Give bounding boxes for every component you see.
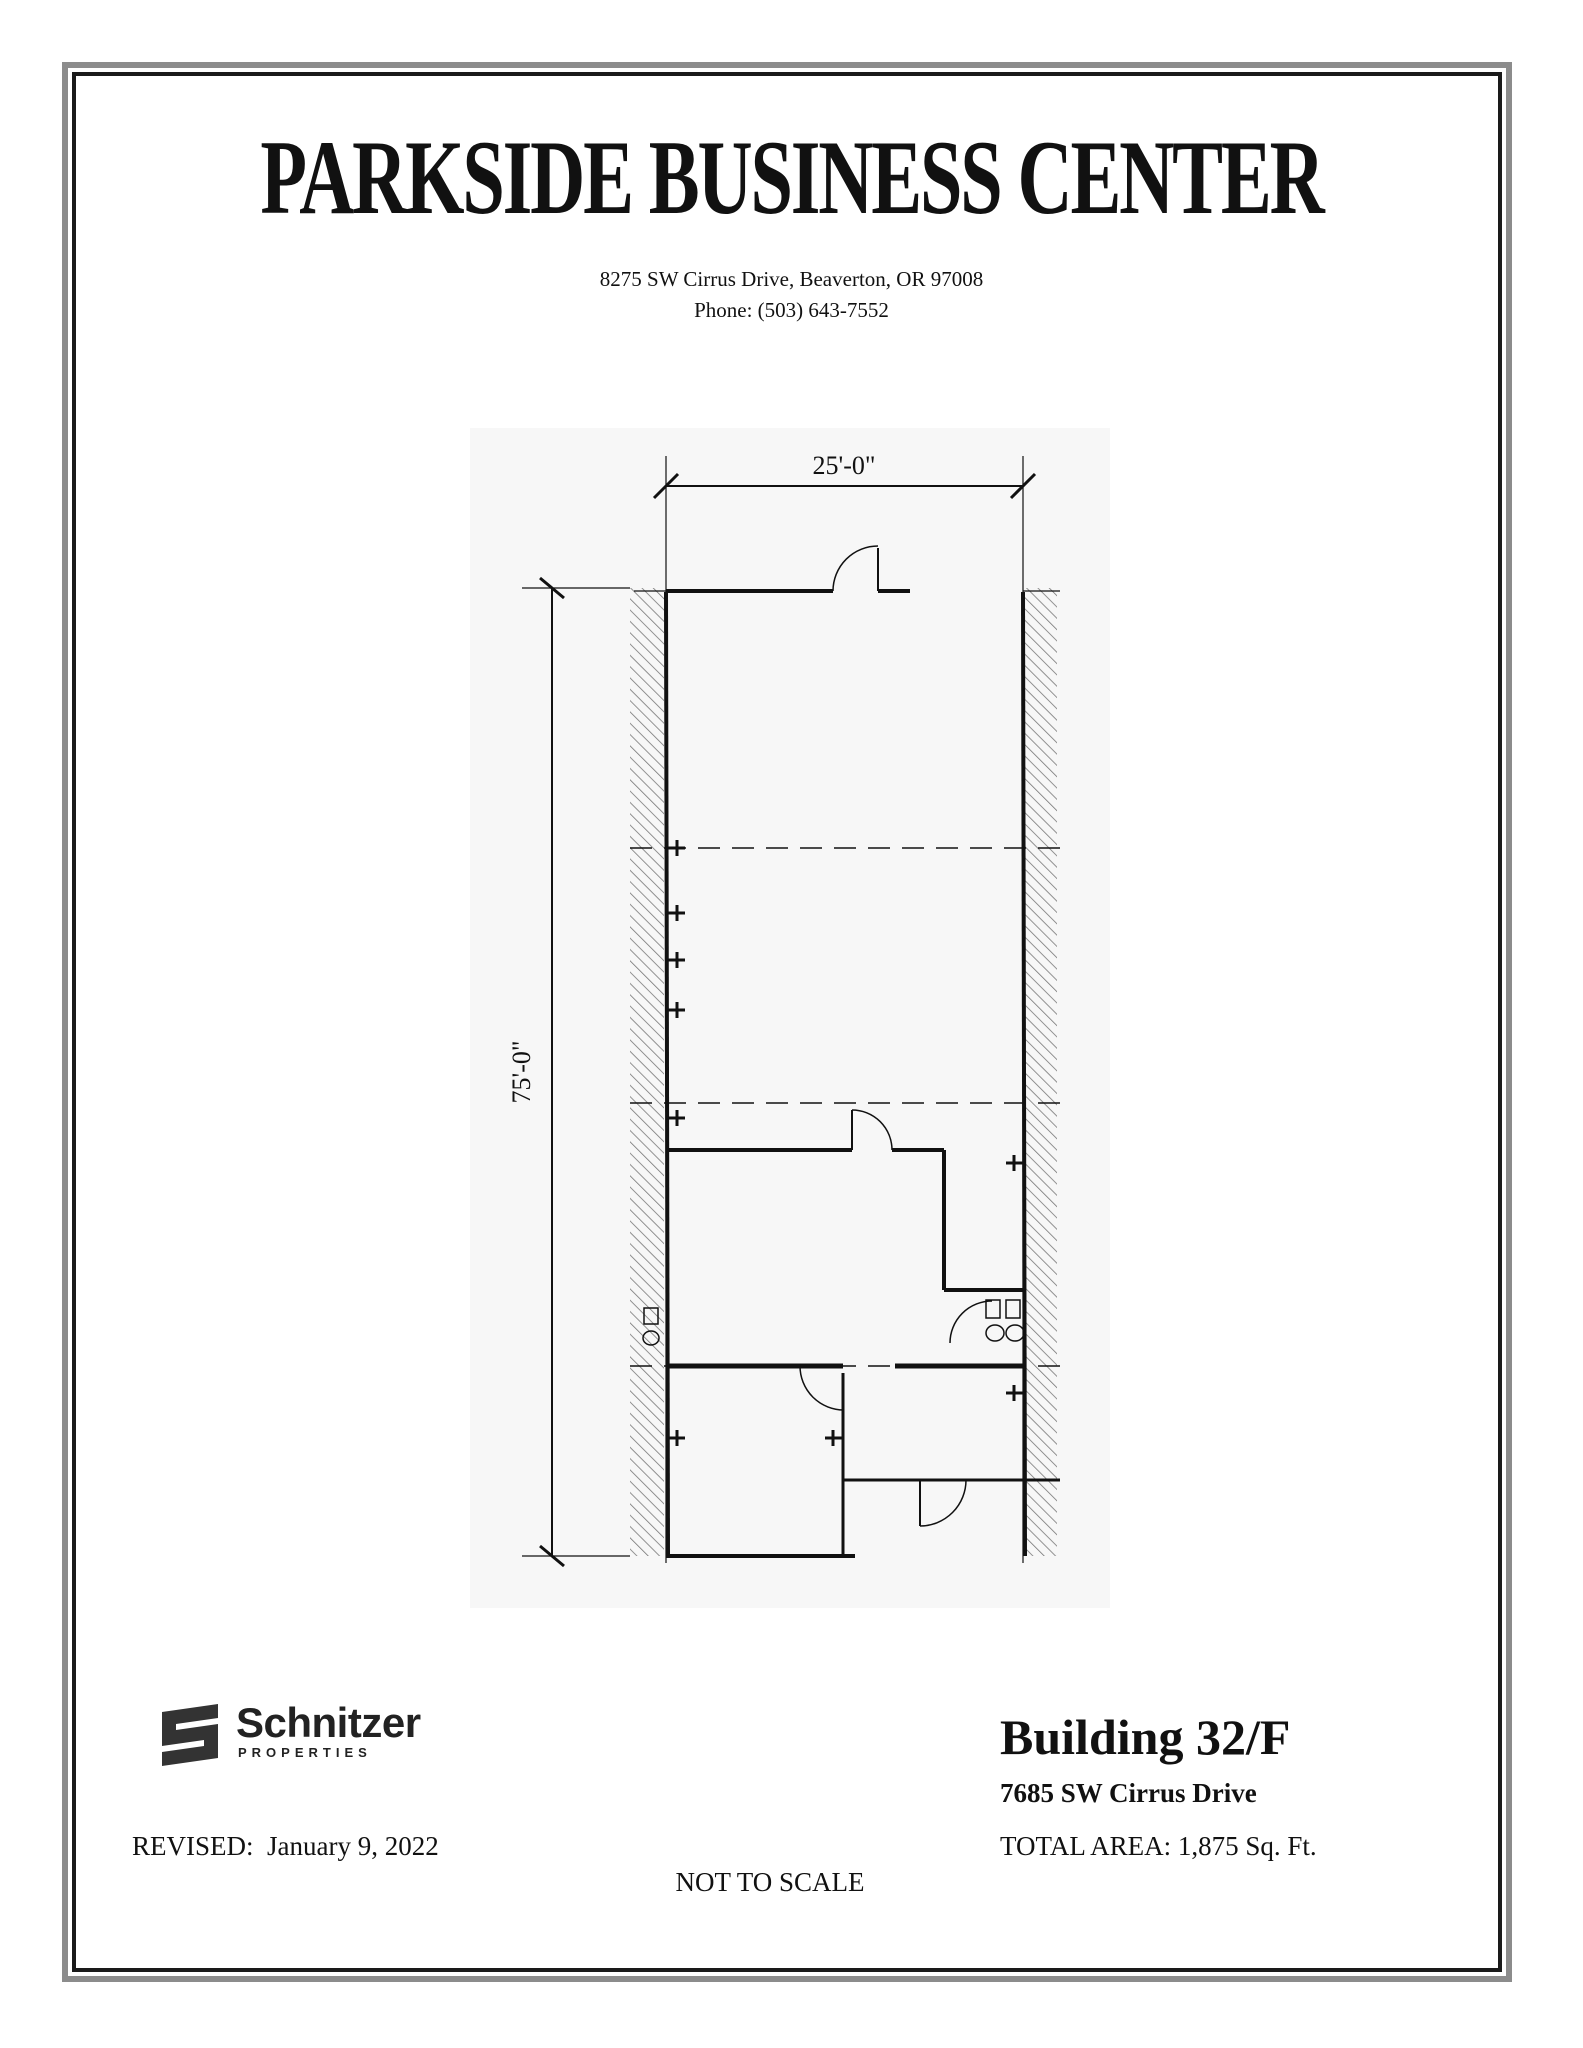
floor-plan	[470, 428, 1110, 1608]
outlet-symbols	[668, 840, 1023, 1446]
building-name: Building 32/F	[1000, 1709, 1291, 1765]
center-phone: Phone: (503) 643-7552	[694, 298, 889, 322]
floor-plan-drawing	[470, 428, 1110, 1608]
building-total-area: TOTAL AREA: 1,875 Sq. Ft.	[1000, 1831, 1317, 1861]
page-title: PARKSIDE BUSINESS CENTER	[260, 119, 1323, 236]
center-address: 8275 SW Cirrus Drive, Beaverton, OR 97008	[599, 267, 984, 291]
width-dimension-label: 25'-0"	[812, 451, 876, 480]
schnitzer-s-logo-icon	[158, 1702, 222, 1768]
building-street: 7685 SW Cirrus Drive	[1000, 1778, 1257, 1808]
logo-subtitle: PROPERTIES	[238, 1745, 372, 1760]
logo-name: Schnitzer	[236, 1699, 421, 1746]
revised-date: REVISED: January 9, 2022	[132, 1831, 439, 1861]
length-dimension-label: 75'-0"	[507, 1040, 536, 1104]
floor-plan-body	[522, 456, 1060, 1566]
scale-note: NOT TO SCALE	[675, 1867, 865, 1897]
